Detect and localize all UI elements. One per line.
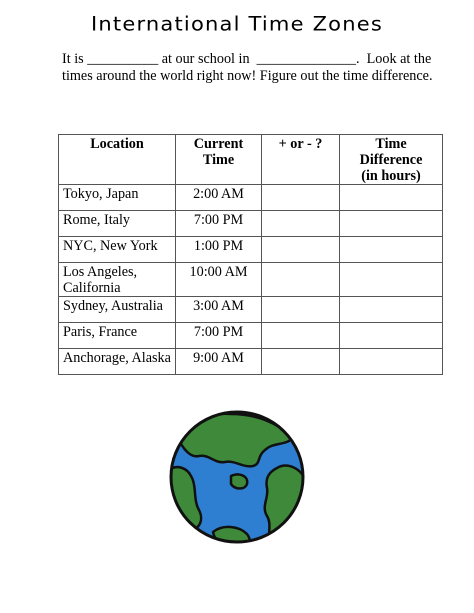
current-time-cell: 7:00 PM [176,211,262,237]
table-header-row [59,135,443,185]
plus-minus-cell[interactable] [262,297,340,323]
globe-island [231,474,247,488]
table-row [59,237,443,263]
current-time-cell: 10:00 AM [176,263,262,297]
plus-minus-cell[interactable] [262,185,340,211]
time-difference-cell[interactable] [340,323,443,349]
instructions [62,51,452,85]
header-plus-minus: + or - ? [262,135,340,185]
plus-minus-cell[interactable] [262,349,340,375]
time-zones-table [58,134,443,375]
header-current-time: Current Time [176,135,262,185]
location-cell: Los Angeles, California [59,263,176,297]
table-row [59,211,443,237]
current-time-cell: 7:00 PM [176,323,262,349]
plus-minus-cell[interactable] [262,263,340,297]
plus-minus-cell[interactable] [262,211,340,237]
table-row [59,297,443,323]
table-row [59,349,443,375]
instructions-line-2: times around the world right now! Figure out the time difference. [62,68,433,84]
time-difference-cell[interactable] [340,237,443,263]
page-title: International Time Zones [91,12,383,36]
table-row [59,323,443,349]
current-time-cell: 1:00 PM [176,237,262,263]
location-cell: Rome, Italy [59,211,176,237]
time-difference-cell[interactable] [340,349,443,375]
current-time-cell: 2:00 AM [176,185,262,211]
globe-icon [169,410,305,546]
instructions-line-1: It is __________ at our school in ______________. Look at the [62,51,432,67]
time-difference-cell[interactable] [340,263,443,297]
time-difference-cell[interactable] [340,211,443,237]
location-cell: NYC, New York [59,237,176,263]
time-difference-cell[interactable] [340,297,443,323]
table-row [59,263,443,297]
header-location: Location [59,135,176,185]
location-cell: Sydney, Australia [59,297,176,323]
table-row [59,185,443,211]
table-body [59,185,443,375]
plus-minus-cell[interactable] [262,323,340,349]
current-time-cell: 9:00 AM [176,349,262,375]
location-cell: Anchorage, Alaska [59,349,176,375]
location-cell: Paris, France [59,323,176,349]
location-cell: Tokyo, Japan [59,185,176,211]
current-time-cell: 3:00 AM [176,297,262,323]
header-time-difference: Time Difference (in hours) [340,135,443,185]
time-difference-cell[interactable] [340,185,443,211]
plus-minus-cell[interactable] [262,237,340,263]
